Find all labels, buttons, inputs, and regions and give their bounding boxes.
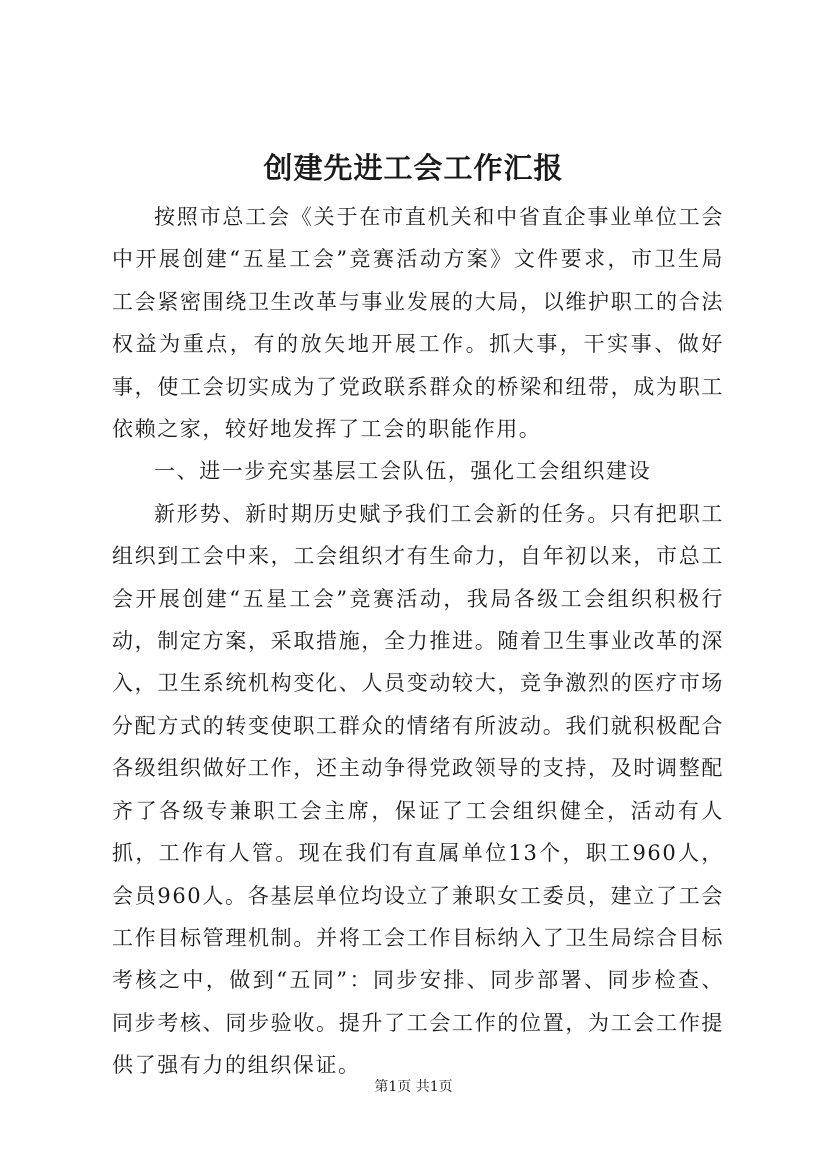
page-number-footer: 第1页 共1页: [374, 1079, 453, 1095]
document-body: [112, 196, 724, 1087]
section-heading: 一、进一步充实基层工会队伍，强化工会组织建设: [154, 459, 652, 484]
document-title: 创建先进工会工作汇报: [263, 151, 564, 185]
section-paragraph: 新形势、新时期历史赋予我们工会新的任务。只有把职工组织到工会中来，工会组织才有生命力，自年初以来，市总工会开展创建“五星工会”竞赛活动，我局各级工会组织积极行动，制定方案，采取措施，全力推进。随着卫生事业改革的深入，卫生系统机构变化、人员变动较大，竞争激烈的医疗市场分配方式的转变使职工群众的情绪有所波动。我们就积极配合各级组织做好工作，还主动争得党政领导的支持，及时调整配齐了各级专兼职工会主席，保证了工会组织健全，活动有人抓，工作有人管。现在我们有直属单位13个，职工960人，会员960人。各基层单位均设立了兼职女工委员，建立了工会工作目标管理机制。并将工会工作目标纳入了卫生局综合目标考核之中，做到“五同”：同步安排、同步部署、同步检查、同步考核、同步验收。提升了工会工作的位置，为工会工作提供了强有力的组织保证。: [112, 501, 724, 1078]
intro-paragraph: 按照市总工会《关于在市直机关和中省直企事业单位工会中开展创建“五星工会”竞赛活动方案》文件要求，市卫生局工会紧密围绕卫生改革与事业发展的大局，以维护职工的合法权益为重点，有的放矢地开展工作。抓大事，干实事、做好事，使工会切实成为了党政联系群众的桥梁和纽带，成为职工依赖之家，较好地发挥了工会的职能作用。: [112, 205, 724, 442]
